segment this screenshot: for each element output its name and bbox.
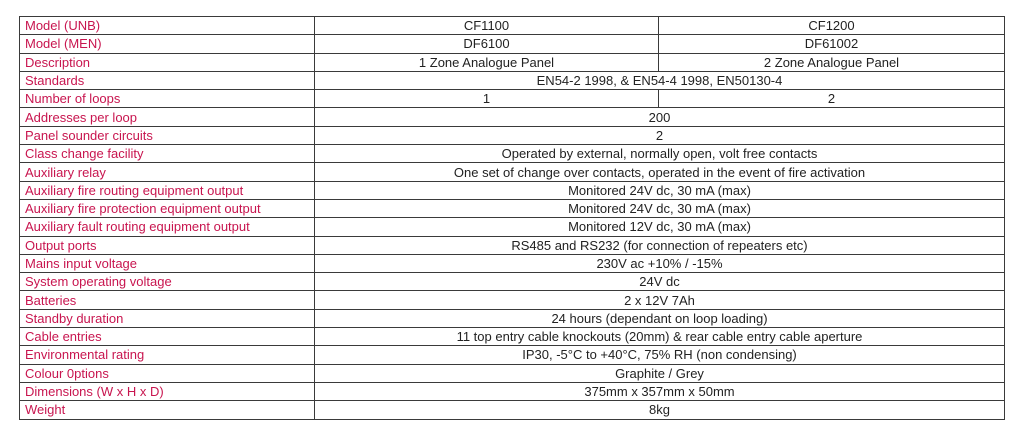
row-value: RS485 and RS232 (for connection of repeaters etc) — [315, 236, 1005, 254]
row-value: 8kg — [315, 401, 1005, 419]
row-value: 2 x 12V 7Ah — [315, 291, 1005, 309]
row-label: Weight — [20, 401, 315, 419]
row-value: 24V dc — [315, 273, 1005, 291]
row-value: Monitored 24V dc, 30 mA (max) — [315, 199, 1005, 217]
table-row — [20, 108, 1005, 126]
row-label: Environmental rating — [20, 346, 315, 364]
row-label: Batteries — [20, 291, 315, 309]
row-label: Colour 0ptions — [20, 364, 315, 382]
table-row — [20, 382, 1005, 400]
table-row — [20, 273, 1005, 291]
table-row — [20, 309, 1005, 327]
row-value-model-2: DF61002 — [659, 35, 1005, 53]
table-row — [20, 291, 1005, 309]
row-value: IP30, -5°C to +40°C, 75% RH (non condensing) — [315, 346, 1005, 364]
row-label: Standards — [20, 71, 315, 89]
table-row — [20, 126, 1005, 144]
row-label: Auxiliary fire protection equipment output — [20, 199, 315, 217]
row-value: 230V ac +10% / -15% — [315, 254, 1005, 272]
row-label: Standby duration — [20, 309, 315, 327]
row-value: 24 hours (dependant on loop loading) — [315, 309, 1005, 327]
table-row — [20, 17, 1005, 35]
row-label: Addresses per loop — [20, 108, 315, 126]
table-row — [20, 53, 1005, 71]
row-label: Model (MEN) — [20, 35, 315, 53]
table-row — [20, 401, 1005, 419]
table-row — [20, 328, 1005, 346]
specification-table — [19, 16, 1005, 420]
row-label: Cable entries — [20, 328, 315, 346]
row-label: Auxiliary fault routing equipment output — [20, 218, 315, 236]
row-value: 375mm x 357mm x 50mm — [315, 382, 1005, 400]
row-value-model-1: 1 — [315, 90, 659, 108]
row-value: Graphite / Grey — [315, 364, 1005, 382]
table-row — [20, 163, 1005, 181]
row-value: Monitored 24V dc, 30 mA (max) — [315, 181, 1005, 199]
table-row — [20, 71, 1005, 89]
row-label: Dimensions (W x H x D) — [20, 382, 315, 400]
row-value-model-1: DF6100 — [315, 35, 659, 53]
specification-table-body — [20, 17, 1005, 420]
row-value-model-2: CF1200 — [659, 17, 1005, 35]
row-value-model-1: 1 Zone Analogue Panel — [315, 53, 659, 71]
row-value-model-2: 2 — [659, 90, 1005, 108]
row-label: Mains input voltage — [20, 254, 315, 272]
row-label: Output ports — [20, 236, 315, 254]
table-row — [20, 35, 1005, 53]
row-value: 200 — [315, 108, 1005, 126]
row-label: Number of loops — [20, 90, 315, 108]
row-label: Auxiliary fire routing equipment output — [20, 181, 315, 199]
row-value: Operated by external, normally open, volt free contacts — [315, 145, 1005, 163]
table-row — [20, 236, 1005, 254]
table-row — [20, 181, 1005, 199]
row-value: 11 top entry cable knockouts (20mm) & rear cable entry cable aperture — [315, 328, 1005, 346]
row-value-model-1: CF1100 — [315, 17, 659, 35]
row-value: 2 — [315, 126, 1005, 144]
table-row — [20, 364, 1005, 382]
row-label: System operating voltage — [20, 273, 315, 291]
row-value: One set of change over contacts, operated in the event of fire activation — [315, 163, 1005, 181]
row-value: EN54-2 1998, & EN54-4 1998, EN50130-4 — [315, 71, 1005, 89]
table-row — [20, 254, 1005, 272]
row-value: Monitored 12V dc, 30 mA (max) — [315, 218, 1005, 236]
table-row — [20, 145, 1005, 163]
row-label: Class change facility — [20, 145, 315, 163]
table-row — [20, 218, 1005, 236]
table-row — [20, 199, 1005, 217]
row-label: Description — [20, 53, 315, 71]
table-row — [20, 90, 1005, 108]
row-value-model-2: 2 Zone Analogue Panel — [659, 53, 1005, 71]
row-label: Auxiliary relay — [20, 163, 315, 181]
row-label: Model (UNB) — [20, 17, 315, 35]
table-row — [20, 346, 1005, 364]
row-label: Panel sounder circuits — [20, 126, 315, 144]
